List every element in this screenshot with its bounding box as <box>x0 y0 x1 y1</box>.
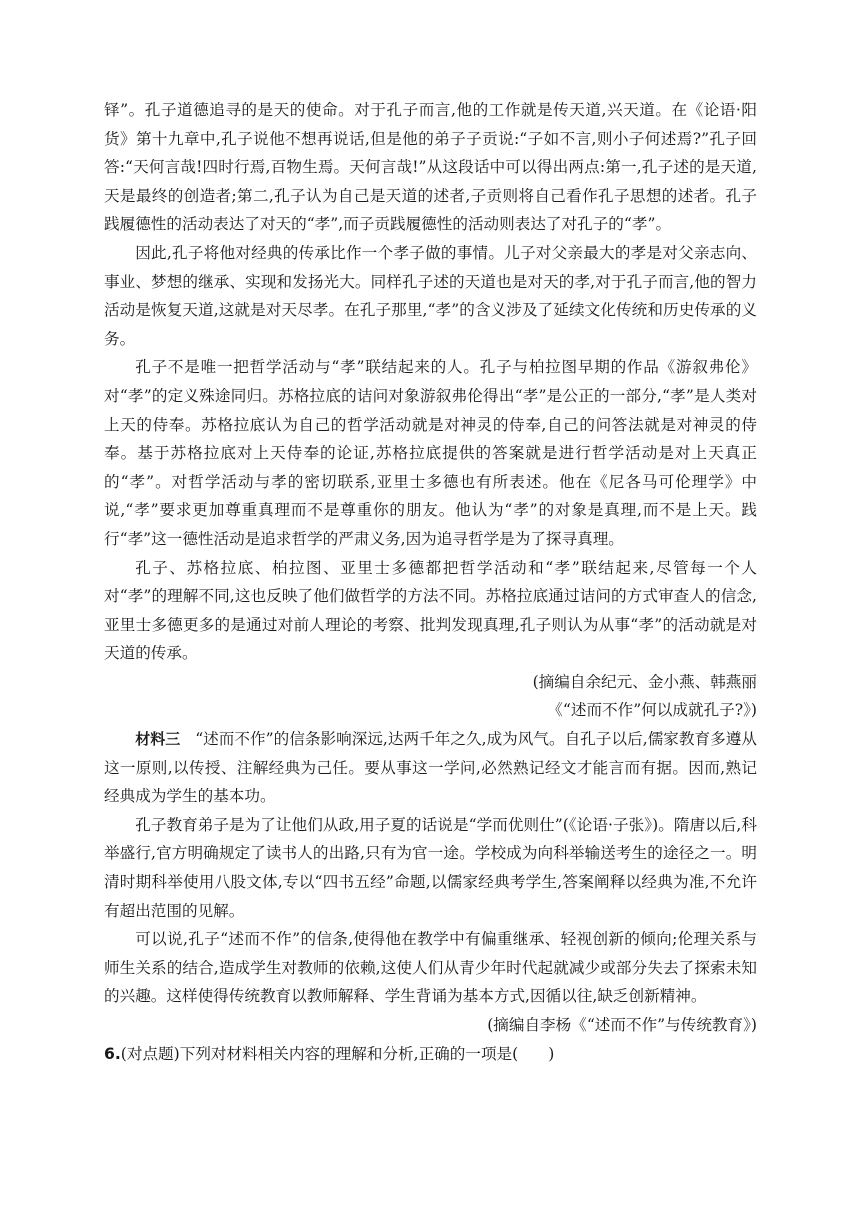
question-close-paren: ) <box>548 1044 555 1063</box>
paragraph-text: “述而不作”的信条影响深远,达两千年之久,成为风气。自孔子以后,儒家教育多遵从这一原则,以传授、注解经典为己任。要从事这一学问,必然熟记经文才能言而有据。因而,熟记经典成为学生的基本功。 <box>104 730 757 806</box>
source-citation-line1: (摘编自余纪元、金小燕、韩燕丽 <box>532 672 757 691</box>
paragraph: 孔子教育弟子是为了让他们从政,用子夏的话说是“学而优则仕”(《论语·子张》)。隋唐以后,科举盛行,官方明确规定了读书人的出路,只有为官一途。学校成为向科举输送考生的途径之一。明清时期科举使用八股文体,专以“四书五经”命题,以儒家经典考学生,答案阐释以经典为准,不允许有超出范围的见解。 <box>104 815 757 920</box>
source-citation-line2: 《“述而不作”何以成就孔子?》) <box>547 701 757 720</box>
paragraph: 因此,孔子将他对经典的传承比作一个孝子做的事情。儿子对父亲最大的孝是对父亲志向、事业、梦想的继承、实现和发扬光大。同样孔子述的天道也是对天的孝,对于孔子而言,他的智力活动是恢复天道,这就是对天尽孝。在孔子那里,“孝”的含义涉及了延续文化传统和历史传承的义务。 <box>104 243 757 348</box>
material-label: 材料三 <box>135 730 181 749</box>
paragraph: 铎”。孔子道德追寻的是天的使命。对于孔子而言,他的工作就是传天道,兴天道。在《论语·阳货》第十九章中,孔子说他不想再说话,但是他的弟子子贡说:“子如不言,则小子何述焉?”孔子回答:“天何言哉!四时行焉,百物生焉。天何言哉!”从这段话中可以得出两点:第一,孔子述的是天道,天是最终的创造者;第二,孔子认为自己是天道的述者,子贡则将自己看作孔子思想的述者。孔子践履德性的活动表达了对天的“孝”,而子贡践履德性的活动则表达了对孔子的“孝”。 <box>104 101 757 234</box>
question-number: 6. <box>104 1044 121 1063</box>
question-text: (对点题)下列对材料相关内容的理解和分析,正确的一项是( <box>120 1044 519 1063</box>
document-page <box>104 96 757 1068</box>
paragraph: 可以说,孔子“述而不作”的信条,使得他在教学中有偏重继承、轻视创新的倾向;伦理关系与师生关系的结合,造成学生对教师的依赖,这使人们从青少年时代起就减少或部分失去了探索未知的兴趣。这样使得传统教育以教师解释、学生背诵为基本方式,因循以往,缺乏创新精神。 <box>104 930 757 1006</box>
source-citation: (摘编自李杨《“述而不作”与传统教育》) <box>487 1016 757 1034</box>
paragraph: 孔子、苏格拉底、柏拉图、亚里士多德都把哲学活动和“孝”联结起来,尽管每一个人对“孝”的理解不同,这也反映了他们做哲学的方法不同。苏格拉底通过诘问的方式审查人的信念,亚里士多德更多的是通过对前人理论的考察、批判发现真理,孔子则认为从事“孝”的活动就是对天道的传承。 <box>104 558 757 663</box>
paragraph: 孔子不是唯一把哲学活动与“孝”联结起来的人。孔子与柏拉图早期的作品《游叙弗伦》对“孝”的定义殊途同归。苏格拉底的诘问对象游叙弗伦得出“孝”是公正的一部分,“孝”是人类对上天的侍奉。苏格拉底认为自己的哲学活动就是对神灵的侍奉,自己的问答法就是对神灵的侍奉。基于苏格拉底对上天侍奉的论证,苏格拉底提供的答案就是进行哲学活动是对上天真正的“孝”。对哲学活动与孝的密切联系,亚里士多德也有所表述。他在《尼各马可伦理学》中说,“孝”要求更加尊重真理而不是尊重你的朋友。他认为“孝”的对象是真理,而不是上天。践行“孝”这一德性活动是追求哲学的严肃义务,因为追寻哲学是为了探寻真理。 <box>104 358 757 548</box>
material-three-paragraph <box>104 725 757 811</box>
question-6 <box>104 1040 757 1069</box>
